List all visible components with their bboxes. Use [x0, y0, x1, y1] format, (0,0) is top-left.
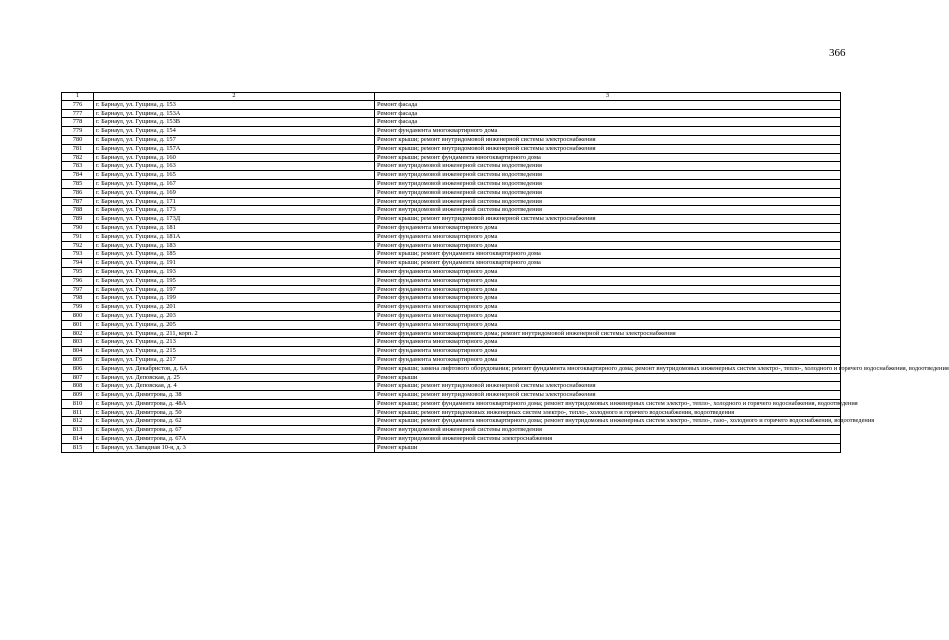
row-work-cell: Ремонт фундамента многоквартирного дома	[375, 303, 841, 312]
page-number: 366	[829, 47, 846, 59]
row-address-cell: г. Барнаул, ул. Гущина, д. 167	[94, 179, 375, 188]
row-work-cell: Ремонт внутридомовой инженерной системы водоотведения	[375, 206, 841, 215]
row-work-cell: Ремонт крыши; замена лифтового оборудования; ремонт фундамента многоквартирного дома; ремонт внутридомовых инженерных систем электро-, тепло-, холодного и горячего водоснабжения, водоотведения	[375, 364, 841, 373]
row-work-cell: Ремонт фундамента многоквартирного дома	[375, 223, 841, 232]
table-row	[62, 109, 841, 118]
table-row	[62, 347, 841, 356]
row-address-cell: г. Барнаул, ул. Гущина, д. 169	[94, 188, 375, 197]
table-row	[62, 135, 841, 144]
row-number-cell: 811	[62, 408, 94, 417]
row-number-cell: 779	[62, 127, 94, 136]
row-work-cell: Ремонт фундамента многоквартирного дома	[375, 294, 841, 303]
row-number-cell: 784	[62, 171, 94, 180]
table-row	[62, 118, 841, 127]
table-row	[62, 215, 841, 224]
row-work-cell: Ремонт крыши	[375, 443, 841, 452]
row-address-cell: г. Барнаул, ул. Гущина, д. 157	[94, 135, 375, 144]
row-work-cell: Ремонт фундамента многоквартирного дома	[375, 320, 841, 329]
header-row	[62, 93, 841, 101]
table-row	[62, 320, 841, 329]
row-work-cell: Ремонт фундамента многоквартирного дома	[375, 241, 841, 250]
row-number-cell: 787	[62, 197, 94, 206]
row-work-cell: Ремонт фундамента многоквартирного дома	[375, 355, 841, 364]
row-work-cell: Ремонт крыши; ремонт фундамента многоквартирного дома	[375, 153, 841, 162]
row-work-cell: Ремонт внутридомовой инженерной системы водоотведения	[375, 197, 841, 206]
table-row	[62, 144, 841, 153]
table-row	[62, 241, 841, 250]
table-row	[62, 171, 841, 180]
row-number-cell: 804	[62, 347, 94, 356]
row-address-cell: г. Барнаул, ул. Гущина, д. 163	[94, 162, 375, 171]
row-address-cell: г. Барнаул, ул. Гущина, д. 215	[94, 347, 375, 356]
row-address-cell: г. Барнаул, ул. Гущина, д. 183	[94, 241, 375, 250]
table-row	[62, 355, 841, 364]
row-address-cell: г. Барнаул, ул. Гущина, д. 153	[94, 100, 375, 109]
row-number-cell: 809	[62, 391, 94, 400]
table-row	[62, 329, 841, 338]
row-number-cell: 814	[62, 435, 94, 444]
row-work-cell: Ремонт крыши; ремонт внутридомовой инженерной системы электроснабжения	[375, 135, 841, 144]
row-address-cell: г. Барнаул, ул. Гущина, д. 157А	[94, 144, 375, 153]
row-work-cell: Ремонт крыши; ремонт внутридомовой инженерной системы электроснабжения	[375, 144, 841, 153]
row-number-cell: 796	[62, 276, 94, 285]
table-body	[62, 100, 949, 452]
row-work-cell: Ремонт внутридомовой инженерной системы электроснабжения	[375, 435, 841, 444]
row-address-cell: г. Барнаул, ул. Гущина, д. 185	[94, 250, 375, 259]
row-number-cell: 808	[62, 382, 94, 391]
row-address-cell: г. Барнаул, ул. Гущина, д. 154	[94, 127, 375, 136]
row-number-cell: 813	[62, 426, 94, 435]
row-number-cell: 788	[62, 206, 94, 215]
row-number-cell: 815	[62, 443, 94, 452]
row-number-cell: 781	[62, 144, 94, 153]
row-number-cell: 803	[62, 338, 94, 347]
row-address-cell: г. Барнаул, ул. Димитрова, д. 62	[94, 417, 375, 426]
row-number-cell: 790	[62, 223, 94, 232]
table-row	[62, 382, 841, 391]
table-row	[62, 285, 841, 294]
row-address-cell: г. Барнаул, ул. Гущина, д. 203	[94, 311, 375, 320]
table-row	[62, 364, 841, 373]
row-work-cell: Ремонт фасада	[375, 118, 841, 127]
row-number-cell: 810	[62, 399, 94, 408]
row-address-cell: г. Барнаул, ул. Деповская, д. 4	[94, 382, 375, 391]
table-row	[62, 250, 841, 259]
table-row	[62, 267, 841, 276]
row-work-cell: Ремонт фасада	[375, 100, 841, 109]
row-address-cell: г. Барнаул, ул. Гущина, д. 201	[94, 303, 375, 312]
row-address-cell: г. Барнаул, ул. Гущина, д. 165	[94, 171, 375, 180]
row-address-cell: г. Барнаул, ул. Деповская, д. 25	[94, 373, 375, 382]
row-work-cell: Ремонт крыши; ремонт внутридомовой инженерной системы электроснабжения	[375, 382, 841, 391]
row-work-cell: Ремонт внутридомовой инженерной системы водоотведения	[375, 162, 841, 171]
column-header-work: 3	[375, 93, 841, 101]
row-address-cell: г. Барнаул, ул. Гущина, д. 160	[94, 153, 375, 162]
row-number-cell: 797	[62, 285, 94, 294]
table-row	[62, 162, 841, 171]
row-number-cell: 801	[62, 320, 94, 329]
row-work-cell: Ремонт крыши; ремонт фундамента многоквартирного дома	[375, 250, 841, 259]
row-number-cell: 776	[62, 100, 94, 109]
column-header-address: 2	[94, 93, 375, 101]
row-number-cell: 802	[62, 329, 94, 338]
column-header-number: 1	[62, 93, 94, 101]
table-row	[62, 426, 841, 435]
row-work-cell: Ремонт крыши; ремонт фундамента многоквартирного дома; ремонт внутридомовых инженерных систем электро-, тепло-, холодного и горячего водоснабжения, водоотведения	[375, 399, 841, 408]
row-address-cell: г. Барнаул, ул. Гущина, д. 197	[94, 285, 375, 294]
row-work-cell: Ремонт фундамента многоквартирного дома	[375, 232, 841, 241]
row-number-cell: 812	[62, 417, 94, 426]
table-row	[62, 373, 841, 382]
row-address-cell: г. Барнаул, ул. Западная 10-я, д. 3	[94, 443, 375, 452]
table-row	[62, 391, 841, 400]
table-row	[62, 127, 841, 136]
row-number-cell: 799	[62, 303, 94, 312]
row-address-cell: г. Барнаул, ул. Димитрова, д. 67А	[94, 435, 375, 444]
row-number-cell: 807	[62, 373, 94, 382]
row-work-cell: Ремонт фундамента многоквартирного дома	[375, 267, 841, 276]
row-address-cell: г. Барнаул, ул. Димитрова, д. 50	[94, 408, 375, 417]
row-address-cell: г. Барнаул, ул. Димитрова, д. 67	[94, 426, 375, 435]
row-work-cell: Ремонт крыши; ремонт фундамента многоквартирного дома; ремонт внутридомовых инженерных систем электро-, тепло-, газо-, холодного и горячего водоснабжения, водоотведения	[375, 417, 841, 426]
row-number-cell: 793	[62, 250, 94, 259]
table-row	[62, 408, 841, 417]
table-row	[62, 223, 841, 232]
row-number-cell: 782	[62, 153, 94, 162]
row-number-cell: 789	[62, 215, 94, 224]
row-address-cell: г. Барнаул, ул. Гущина, д. 173	[94, 206, 375, 215]
table-row	[62, 435, 841, 444]
table-row	[62, 338, 841, 347]
table-row	[62, 206, 841, 215]
row-number-cell: 786	[62, 188, 94, 197]
row-number-cell: 777	[62, 109, 94, 118]
table-row	[62, 276, 841, 285]
row-work-cell: Ремонт внутридомовой инженерной системы водоотведения	[375, 179, 841, 188]
row-address-cell: г. Барнаул, ул. Гущина, д. 191	[94, 259, 375, 268]
repair-program-table	[61, 92, 949, 453]
row-work-cell: Ремонт крыши; ремонт фундамента многоквартирного дома	[375, 259, 841, 268]
row-work-cell: Ремонт внутридомовой инженерной системы водоотведения	[375, 426, 841, 435]
table-row	[62, 399, 841, 408]
row-address-cell: г. Барнаул, ул. Декабристов, д. 6А	[94, 364, 375, 373]
table-row	[62, 259, 841, 268]
row-address-cell: г. Барнаул, ул. Гущина, д. 217	[94, 355, 375, 364]
row-number-cell: 800	[62, 311, 94, 320]
table-row	[62, 232, 841, 241]
row-address-cell: г. Барнаул, ул. Гущина, д. 181А	[94, 232, 375, 241]
row-work-cell: Ремонт внутридомовой инженерной системы водоотведения	[375, 188, 841, 197]
row-number-cell: 794	[62, 259, 94, 268]
row-work-cell: Ремонт крыши; ремонт внутридомовой инженерной системы электроснабжения	[375, 215, 841, 224]
table-row	[62, 417, 841, 426]
row-address-cell: г. Барнаул, ул. Гущина, д. 173Д	[94, 215, 375, 224]
row-address-cell: г. Барнаул, ул. Гущина, д. 153В	[94, 118, 375, 127]
row-number-cell: 806	[62, 364, 94, 373]
row-work-cell: Ремонт фасада	[375, 109, 841, 118]
row-work-cell: Ремонт фундамента многоквартирного дома	[375, 338, 841, 347]
row-number-cell: 805	[62, 355, 94, 364]
row-work-cell: Ремонт фундамента многоквартирного дома	[375, 347, 841, 356]
row-number-cell: 795	[62, 267, 94, 276]
table-row	[62, 179, 841, 188]
row-number-cell: 783	[62, 162, 94, 171]
row-address-cell: г. Барнаул, ул. Димитрова, д. 48А	[94, 399, 375, 408]
row-address-cell: г. Барнаул, ул. Гущина, д. 199	[94, 294, 375, 303]
row-work-cell: Ремонт фундамента многоквартирного дома; ремонт внутридомовой инженерной системы электроснабжения	[375, 329, 841, 338]
table-row	[62, 294, 841, 303]
row-address-cell: г. Барнаул, ул. Димитрова, д. 38	[94, 391, 375, 400]
table-row	[62, 188, 841, 197]
table-row	[62, 153, 841, 162]
table-row	[62, 303, 841, 312]
table-row	[62, 443, 841, 452]
row-address-cell: г. Барнаул, ул. Гущина, д. 153А	[94, 109, 375, 118]
row-work-cell: Ремонт крыши; ремонт внутридомовой инженерной системы электроснабжения	[375, 391, 841, 400]
row-work-cell: Ремонт фундамента многоквартирного дома	[375, 276, 841, 285]
row-number-cell: 780	[62, 135, 94, 144]
row-work-cell: Ремонт фундамента многоквартирного дома	[375, 127, 841, 136]
row-work-cell: Ремонт внутридомовой инженерной системы водоотведения	[375, 171, 841, 180]
row-number-cell: 785	[62, 179, 94, 188]
row-address-cell: г. Барнаул, ул. Гущина, д. 205	[94, 320, 375, 329]
row-work-cell: Ремонт фундамента многоквартирного дома	[375, 311, 841, 320]
row-number-cell: 791	[62, 232, 94, 241]
row-number-cell: 792	[62, 241, 94, 250]
table-row	[62, 197, 841, 206]
row-address-cell: г. Барнаул, ул. Гущина, д. 193	[94, 267, 375, 276]
row-address-cell: г. Барнаул, ул. Гущина, д. 195	[94, 276, 375, 285]
row-work-cell: Ремонт фундамента многоквартирного дома	[375, 285, 841, 294]
row-address-cell: г. Барнаул, ул. Гущина, д. 181	[94, 223, 375, 232]
row-address-cell: г. Барнаул, ул. Гущина, д. 213	[94, 338, 375, 347]
row-number-cell: 798	[62, 294, 94, 303]
row-work-cell: Ремонт крыши; ремонт внутридомовых инженерных систем электро-, тепло-, холодного и горячего водоснабжения, водоотведения	[375, 408, 841, 417]
row-number-cell: 778	[62, 118, 94, 127]
table-row	[62, 100, 841, 109]
row-address-cell: г. Барнаул, ул. Гущина, д. 171	[94, 197, 375, 206]
row-work-cell: Ремонт крыши	[375, 373, 841, 382]
row-address-cell: г. Барнаул, ул. Гущина, д. 211, корп. 2	[94, 329, 375, 338]
table-row	[62, 311, 841, 320]
